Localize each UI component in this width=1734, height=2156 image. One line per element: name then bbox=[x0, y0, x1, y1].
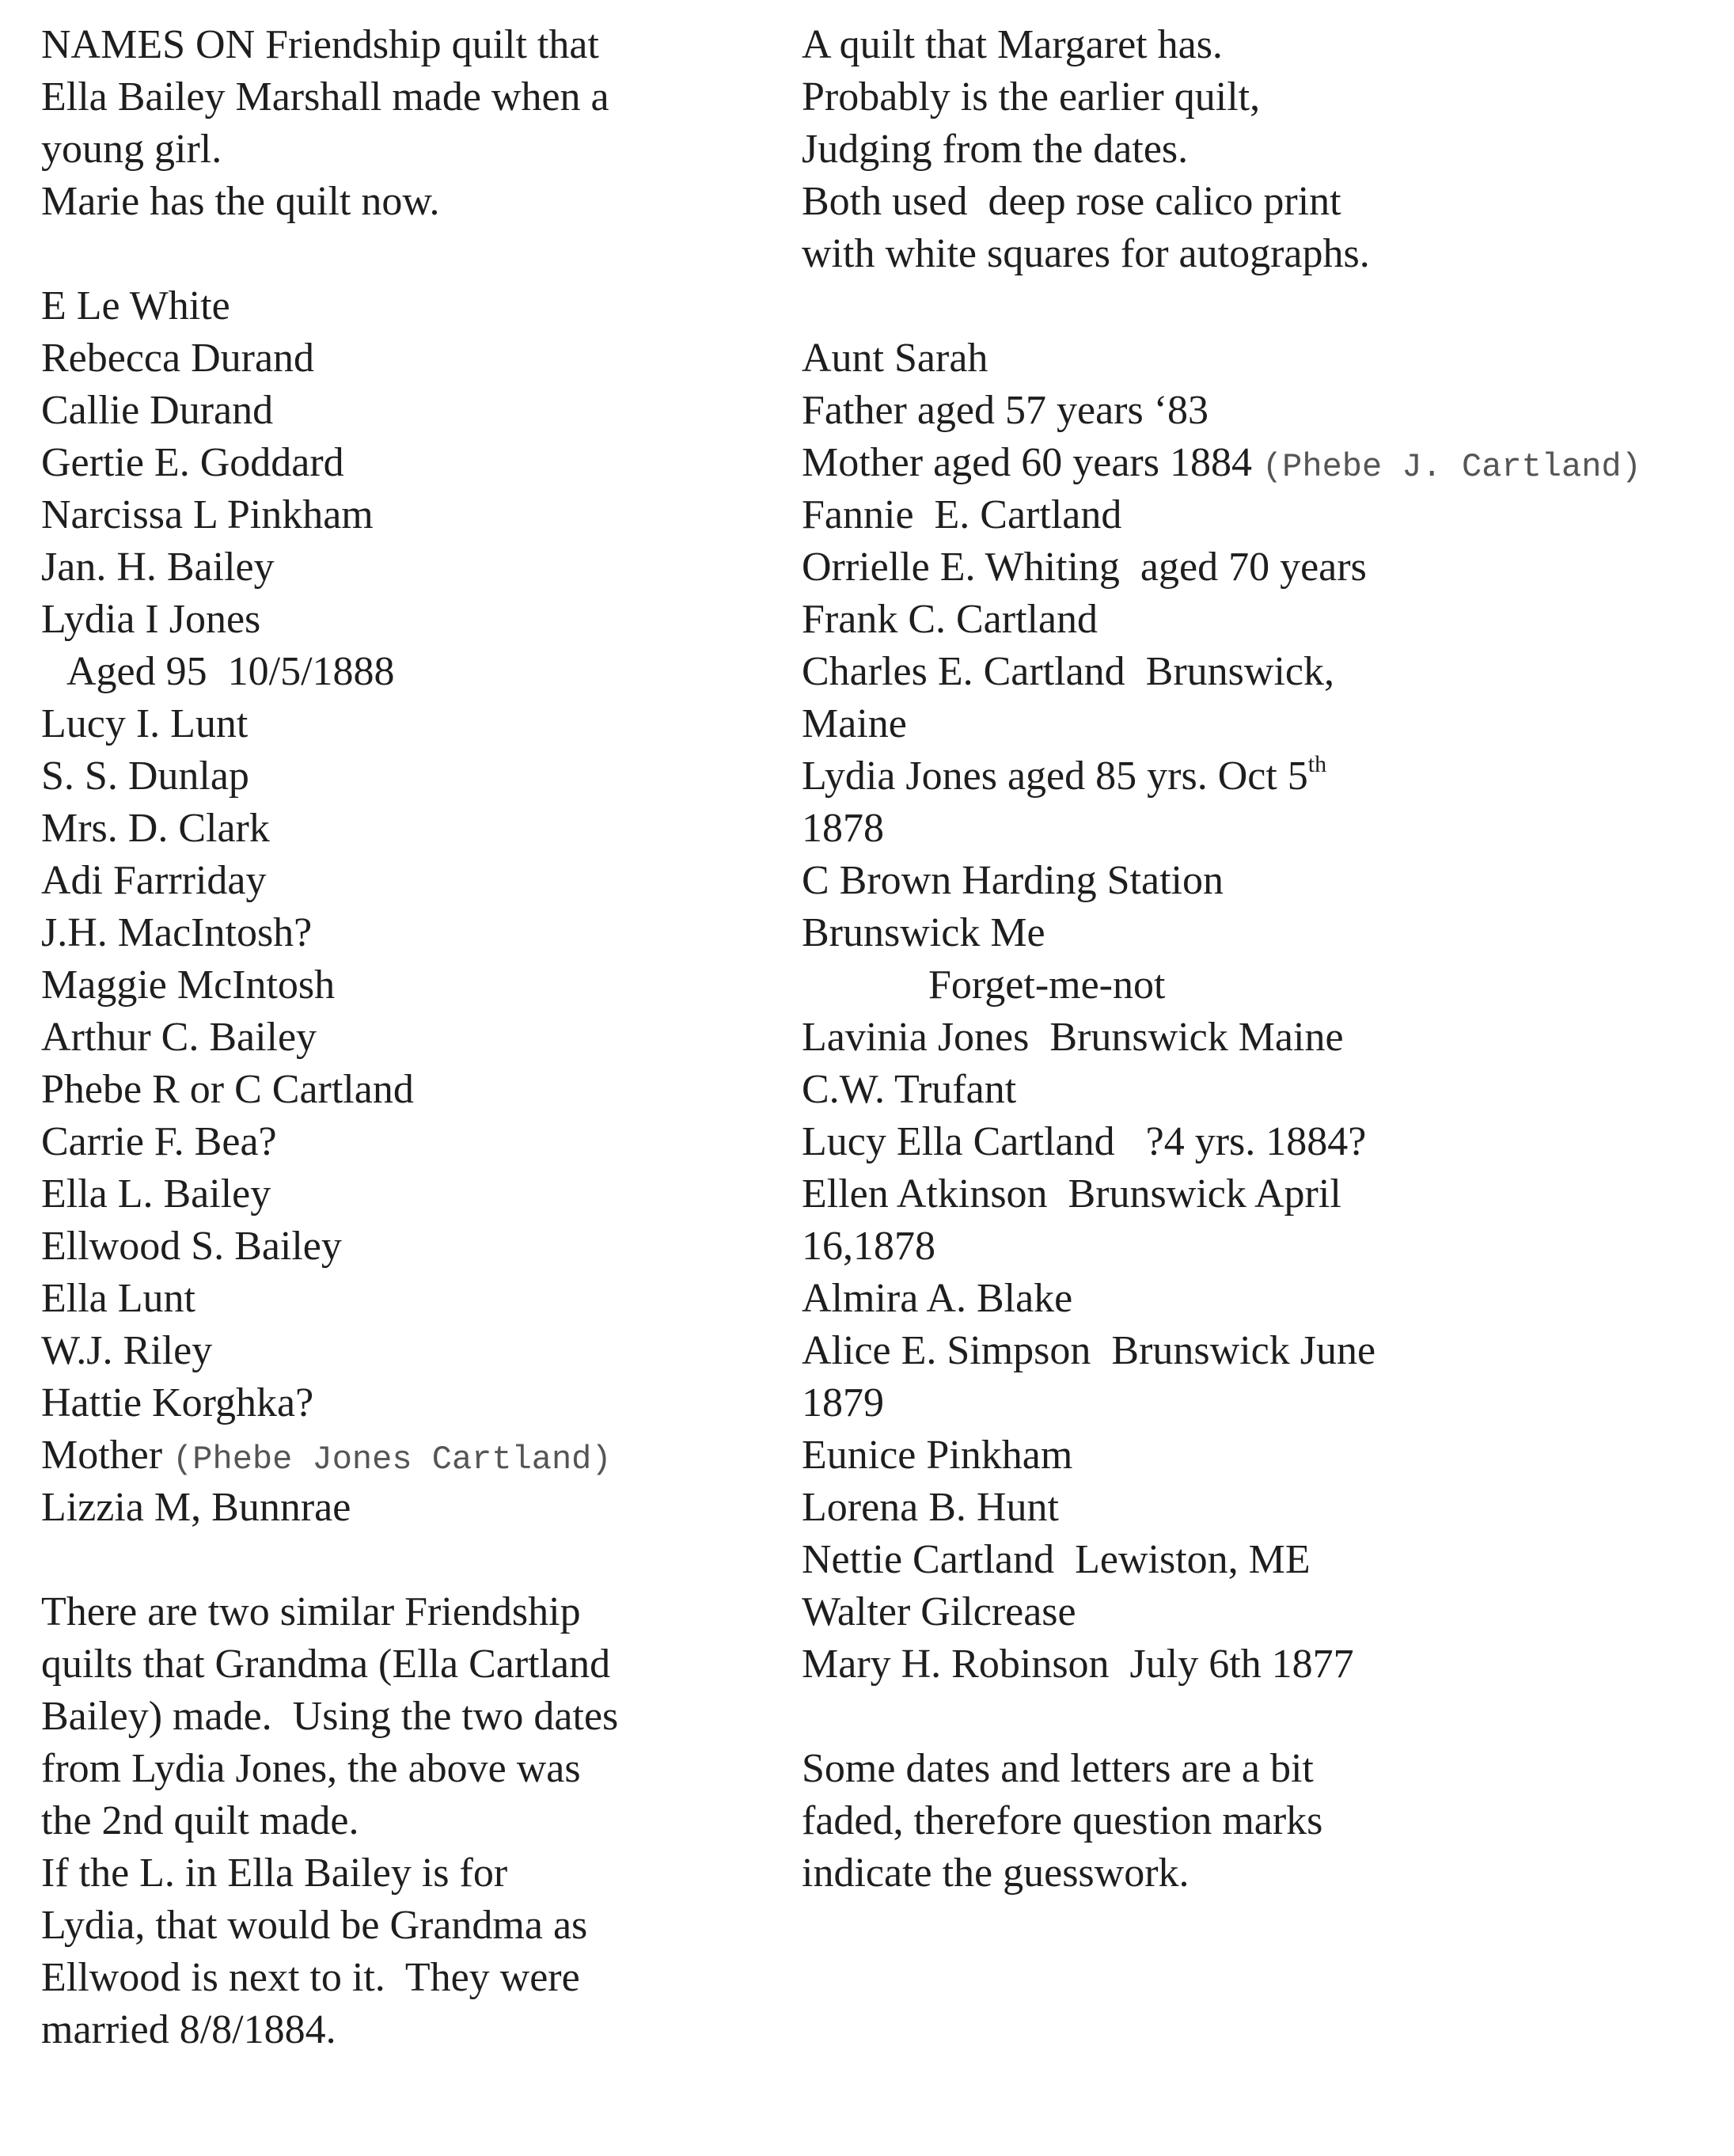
right-note bbox=[802, 1743, 1712, 1900]
list-item: Maine bbox=[802, 701, 907, 746]
list-item: Frank C. Cartland bbox=[802, 597, 1098, 642]
list-item: Maggie McIntosh bbox=[41, 962, 336, 1008]
left-note bbox=[41, 1586, 753, 2056]
left-intro bbox=[41, 19, 753, 228]
list-item: Eunice Pinkham bbox=[802, 1433, 1073, 1478]
left-intro-line: NAMES ON Friendship quilt that bbox=[41, 22, 599, 67]
right-intro-line: A quilt that Margaret has. bbox=[802, 22, 1223, 67]
list-item: Almira A. Blake bbox=[802, 1276, 1073, 1321]
list-item: Carrie F. Bea? bbox=[41, 1119, 277, 1164]
list-item: Mrs. D. Clark bbox=[41, 806, 270, 851]
left-intro-line: young girl. bbox=[41, 127, 222, 172]
note-line: from Lydia Jones, the above was bbox=[41, 1746, 581, 1791]
list-item: Narcissa L Pinkham bbox=[41, 492, 374, 537]
note-line: Lydia, that would be Grandma as bbox=[41, 1903, 588, 1948]
list-item: 1879 bbox=[802, 1380, 884, 1425]
right-intro-line: Judging from the dates. bbox=[802, 127, 1189, 172]
left-column bbox=[41, 19, 753, 2056]
list-item: Lucy Ella Cartland ?4 yrs. 1884? bbox=[802, 1119, 1367, 1164]
list-item: Father aged 57 years ‘83 bbox=[802, 388, 1209, 433]
note-line: If the L. in Ella Bailey is for bbox=[41, 1850, 508, 1896]
list-item: Hattie Korghka? bbox=[41, 1380, 314, 1425]
list-item: Ella L. Bailey bbox=[41, 1171, 271, 1217]
list-item: 1878 bbox=[802, 806, 884, 851]
list-item: Walter Gilcrease bbox=[802, 1589, 1076, 1634]
list-item bbox=[41, 1429, 753, 1482]
list-item: W.J. Riley bbox=[41, 1328, 213, 1373]
right-intro-line: Both used deep rose calico print bbox=[802, 179, 1341, 224]
left-intro-line: Ella Bailey Marshall made when a bbox=[41, 74, 609, 120]
list-item: Charles E. Cartland Brunswick, bbox=[802, 649, 1334, 694]
list-item: Aunt Sarah bbox=[802, 336, 988, 381]
list-item: Gertie E. Goddard bbox=[41, 440, 344, 485]
list-item: Jan. H. Bailey bbox=[41, 545, 275, 590]
list-item: Nettie Cartland Lewiston, ME bbox=[802, 1537, 1311, 1582]
left-intro-line: Marie has the quilt now. bbox=[41, 179, 440, 224]
list-item bbox=[802, 750, 1712, 803]
list-item: Ella Lunt bbox=[41, 1276, 195, 1321]
right-intro-line: with white squares for autographs. bbox=[802, 231, 1370, 276]
list-item: Arthur C. Bailey bbox=[41, 1015, 317, 1060]
note-line: married 8/8/1884. bbox=[41, 2007, 336, 2052]
list-item: Lizzia M, Bunnrae bbox=[41, 1485, 351, 1530]
list-item: E Le White bbox=[41, 283, 230, 328]
mother-annotation: (Phebe Jones Cartland) bbox=[173, 1440, 612, 1478]
list-item: Lavinia Jones Brunswick Maine bbox=[802, 1015, 1344, 1060]
mother-label: Mother bbox=[41, 1433, 163, 1478]
list-item: Forget-me-not bbox=[928, 962, 1166, 1008]
right-intro-line: Probably is the earlier quilt, bbox=[802, 74, 1261, 120]
ordinal-suffix: th bbox=[1307, 751, 1327, 777]
note-line: Some dates and letters are a bit bbox=[802, 1746, 1314, 1791]
list-item: Lucy I. Lunt bbox=[41, 701, 249, 746]
list-item: Fannie E. Cartland bbox=[802, 492, 1122, 537]
list-item: Phebe R or C Cartland bbox=[41, 1067, 414, 1112]
left-names-list bbox=[41, 280, 753, 1534]
note-line: indicate the guesswork. bbox=[802, 1850, 1190, 1896]
mother-label: Mother aged 60 years 1884 bbox=[802, 440, 1252, 485]
spacer bbox=[41, 1534, 753, 1586]
right-names-list bbox=[802, 332, 1712, 1691]
list-item: J.H. MacIntosh? bbox=[41, 910, 313, 955]
list-item: Lorena B. Hunt bbox=[802, 1485, 1059, 1530]
note-line: Bailey) made. Using the two dates bbox=[41, 1694, 619, 1739]
list-item: Aged 95 10/5/1888 bbox=[66, 649, 395, 694]
list-item: Rebecca Durand bbox=[41, 336, 315, 381]
list-item bbox=[802, 437, 1712, 489]
list-item: Alice E. Simpson Brunswick June bbox=[802, 1328, 1376, 1373]
mother-annotation: (Phebe J. Cartland) bbox=[1262, 448, 1641, 486]
note-line: faded, therefore question marks bbox=[802, 1798, 1323, 1843]
note-line: quilts that Grandma (Ella Cartland bbox=[41, 1642, 611, 1687]
list-item: Callie Durand bbox=[41, 388, 274, 433]
note-line: Ellwood is next to it. They were bbox=[41, 1955, 580, 2000]
lydia-entry: Lydia Jones aged 85 yrs. Oct 5 bbox=[802, 753, 1308, 799]
list-item: Ellen Atkinson Brunswick April bbox=[802, 1171, 1341, 1217]
spacer bbox=[802, 280, 1712, 332]
list-item: C.W. Trufant bbox=[802, 1067, 1017, 1112]
list-item: Brunswick Me bbox=[802, 910, 1045, 955]
list-item: Lydia I Jones bbox=[41, 597, 261, 642]
list-item: Ellwood S. Bailey bbox=[41, 1224, 342, 1269]
right-column bbox=[802, 19, 1712, 1900]
list-item: C Brown Harding Station bbox=[802, 858, 1224, 903]
list-item: Orrielle E. Whiting aged 70 years bbox=[802, 545, 1367, 590]
right-intro bbox=[802, 19, 1712, 280]
list-item: Adi Farrriday bbox=[41, 858, 267, 903]
spacer bbox=[802, 1691, 1712, 1743]
list-item: Mary H. Robinson July 6th 1877 bbox=[802, 1642, 1354, 1687]
list-item: S. S. Dunlap bbox=[41, 753, 249, 799]
note-line: There are two similar Friendship bbox=[41, 1589, 581, 1634]
spacer bbox=[41, 228, 753, 280]
note-line: the 2nd quilt made. bbox=[41, 1798, 359, 1843]
list-item: 16,1878 bbox=[802, 1224, 935, 1269]
